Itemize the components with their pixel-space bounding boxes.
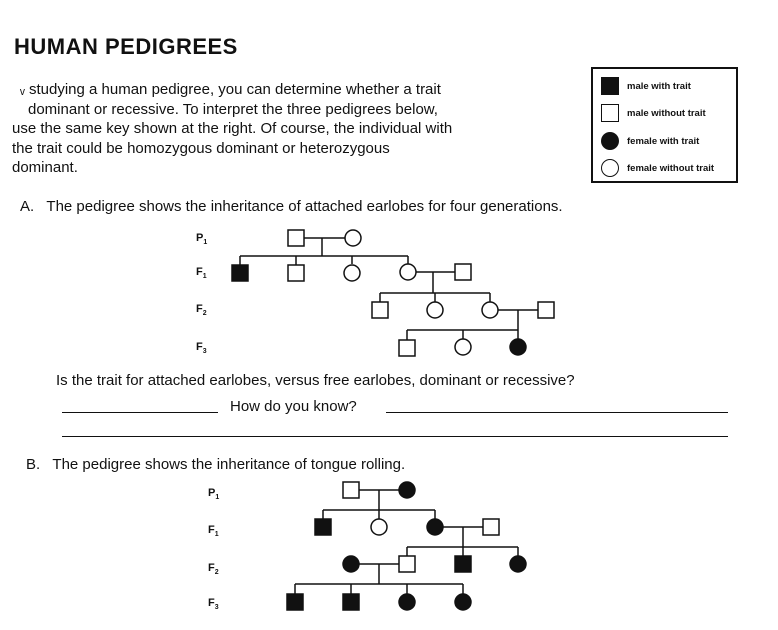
open-circle-icon <box>427 302 443 318</box>
filled-circle-icon <box>427 519 443 535</box>
open-square-icon <box>288 230 304 246</box>
filled-circle-icon <box>399 594 415 610</box>
filled-circle-icon <box>510 556 526 572</box>
gen-label-a-p1: $P_1$ <box>196 232 208 247</box>
gen-label-b-p1: $P_1$ <box>208 487 220 502</box>
section-b-text: The pedigree shows the inheritance of tongue rolling. <box>52 456 406 473</box>
key-label: female without trait <box>627 162 715 174</box>
gen-label-b-f2: $F_2$ <box>208 562 219 577</box>
gen-label-b-f1: $F_1$ <box>208 524 219 539</box>
filled-square-icon <box>232 265 248 281</box>
filled-circle-icon <box>343 556 359 572</box>
filled-square-icon <box>343 594 359 610</box>
open-circle-icon <box>400 264 416 280</box>
open-square-icon <box>343 482 359 498</box>
open-circle-icon <box>344 265 360 281</box>
gen-label-a-f1: $F_1$ <box>196 266 207 281</box>
open-circle-icon <box>455 339 471 355</box>
section-b-letter: B. <box>26 456 41 473</box>
open-circle-icon <box>371 519 387 535</box>
pedigree-b <box>287 482 526 610</box>
open-square-icon <box>455 264 471 280</box>
open-square-icon <box>399 340 415 356</box>
open-square-icon <box>538 302 554 318</box>
intro-line: the trait could be homozygous dominant or heterozygous <box>12 139 390 157</box>
open-square-icon <box>288 265 304 281</box>
key-label: male without trait <box>627 107 706 119</box>
section-a-letter: A. <box>20 198 35 215</box>
intro-line: dominant. <box>12 159 78 176</box>
intro-line: ᵥ studying a human pedigree, you can determine whether a trait <box>20 81 441 98</box>
key-label: male with trait <box>627 80 691 92</box>
page-title: HUMAN PEDIGREES <box>14 34 238 59</box>
open-square-icon <box>483 519 499 535</box>
open-square-icon <box>372 302 388 318</box>
gen-label-a-f3: $F_3$ <box>196 341 207 356</box>
pedigree-a <box>232 230 554 356</box>
intro-line: dominant or recessive. To interpret the three pedigrees below, <box>28 100 438 118</box>
key-label: female with trait <box>627 135 700 147</box>
filled-circle-icon <box>510 339 526 355</box>
open-square-icon <box>399 556 415 572</box>
filled-square-icon <box>455 556 471 572</box>
filled-circle-icon <box>455 594 471 610</box>
filled-square-icon <box>315 519 331 535</box>
gen-label-a-f2: $F_2$ <box>196 303 207 318</box>
intro-line: use the same key shown at the right. Of course, the individual with <box>12 120 453 137</box>
open-circle-icon <box>482 302 498 318</box>
gen-label-b-f3: $F_3$ <box>208 597 219 612</box>
section-a-question: Is the trait for attached earlobes, versus free earlobes, dominant or recessive? <box>56 372 575 389</box>
filled-square-icon <box>287 594 303 610</box>
filled-circle-icon <box>399 482 415 498</box>
section-a-text: The pedigree shows the inheritance of attached earlobes for four generations. <box>46 198 563 215</box>
how-do-you-know-label: How do you know? <box>230 398 357 415</box>
open-circle-icon <box>345 230 361 246</box>
